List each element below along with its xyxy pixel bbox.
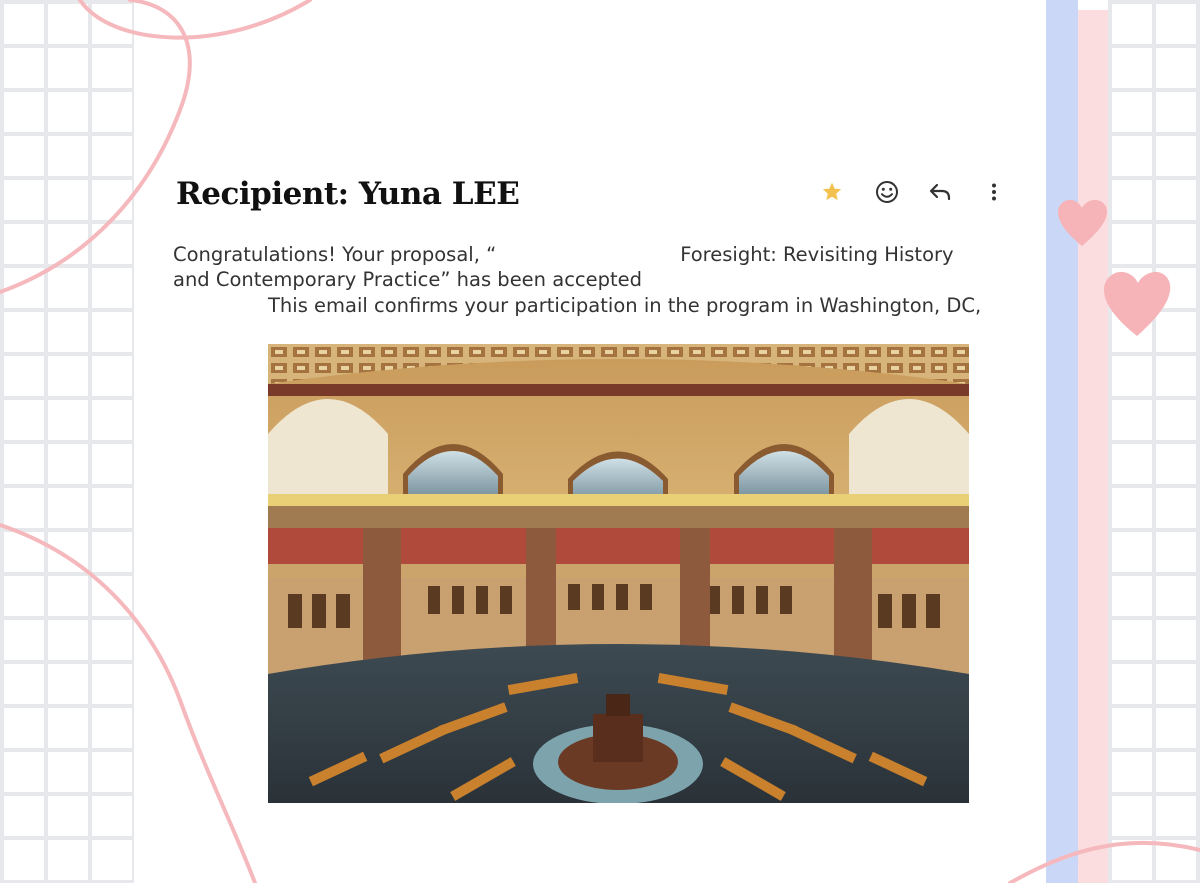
- body-line-1-end: Foresight: Revisiting History: [680, 243, 954, 266]
- email-body-line-3: This email confirms your participation in the program in Washington, DC,: [268, 294, 982, 317]
- heart-icon-large: [1104, 272, 1170, 336]
- deco-curve-top: [80, 0, 310, 38]
- heart-icon: [1058, 200, 1107, 246]
- email-body-line-2: and Contemporary Practice” has been accepted: [173, 268, 643, 291]
- deco-curve-top-left: [0, 0, 190, 292]
- deco-curve-bottom-left: [0, 525, 255, 883]
- email-title: Recipient: Yuna LEE: [176, 176, 520, 212]
- body-line-1-start: Congratulations! Your proposal, “: [173, 243, 497, 266]
- deco-curve-bottom-right: [1010, 843, 1200, 883]
